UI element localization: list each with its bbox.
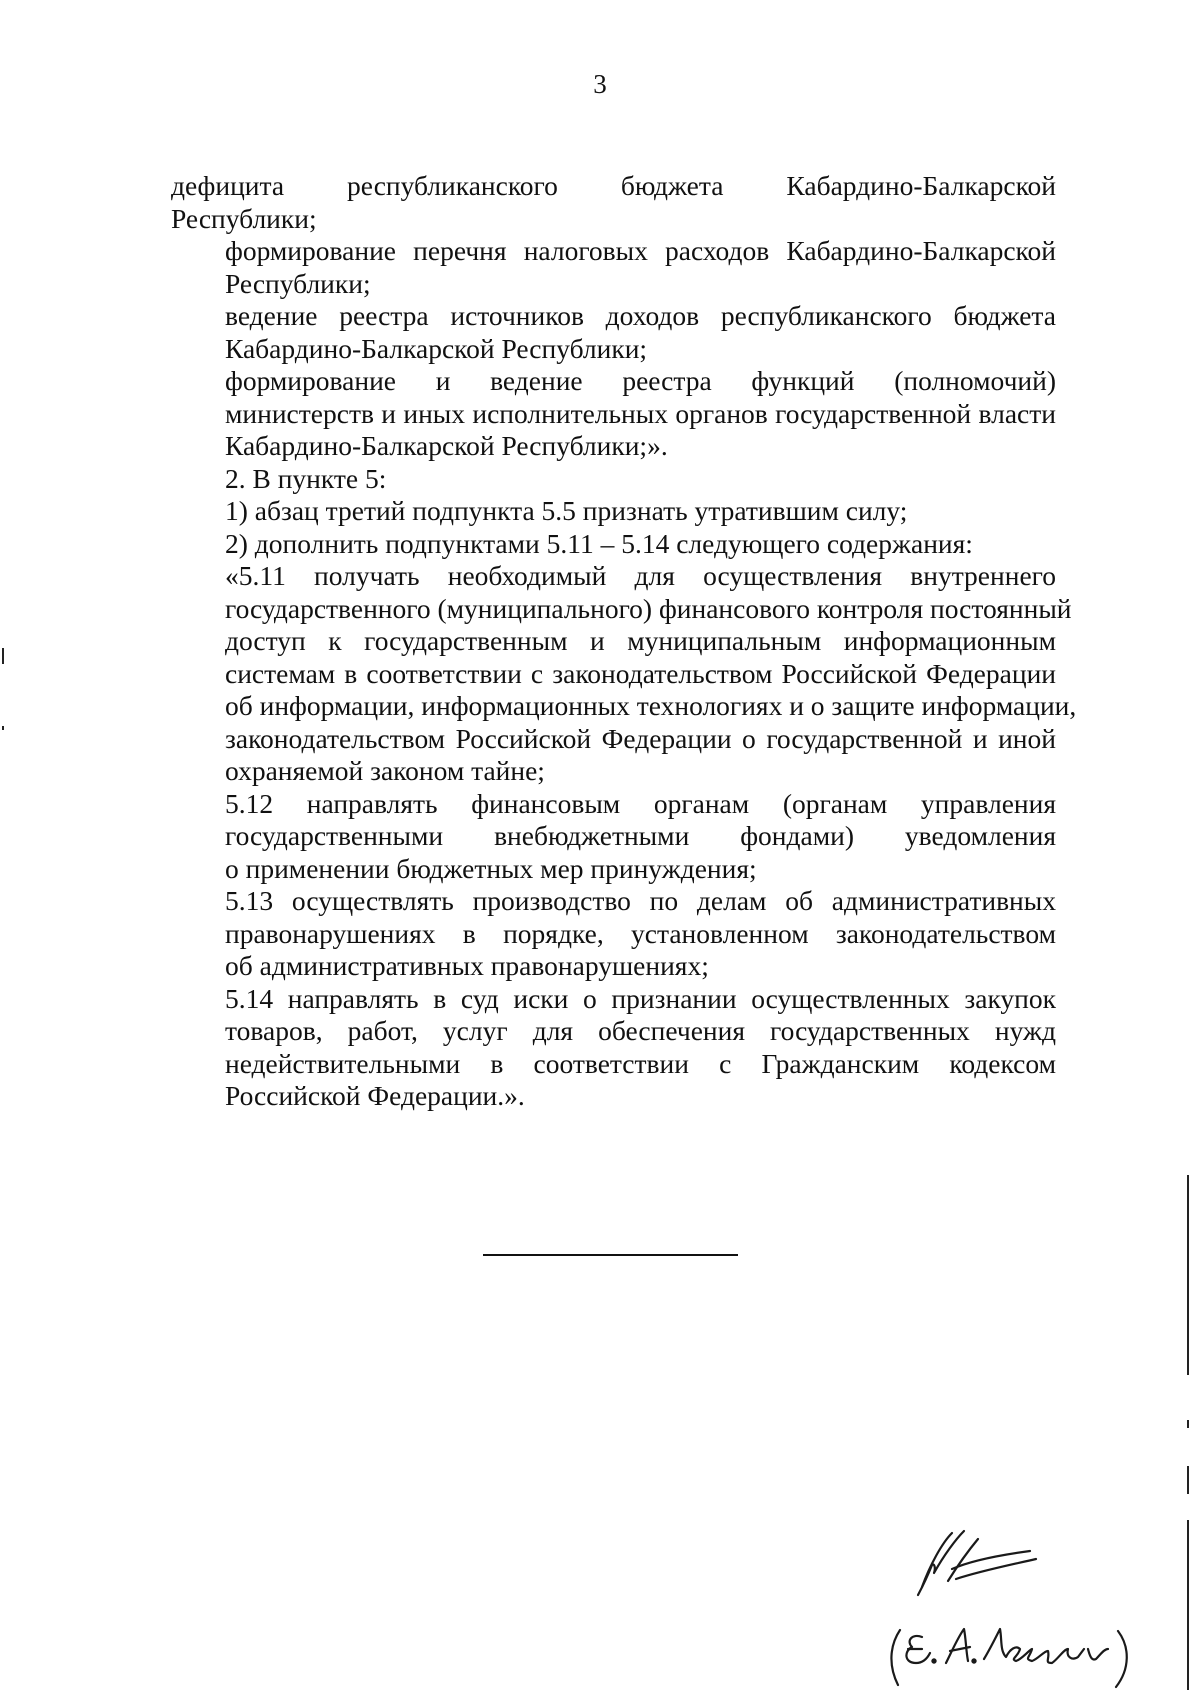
paragraph [171,495,1056,528]
text-line: 5.14 направлять в суд иски о признании осуществленных закупок [225,982,1056,1014]
text-line: государственными внебюджетными фондами) уведомления [225,820,1056,851]
text-line: Республики; [171,202,317,234]
handwritten-signature [860,1525,1150,1695]
text-line: Республики; [225,267,371,299]
text-line: «5.11 получать необходимый для осуществления внутреннего [225,560,1056,591]
text-line: министерств и иных исполнительных органов государственной власти [225,397,1056,429]
text-line: ведение реестра источников доходов республиканского бюджета [225,300,1056,331]
closing-rule [483,1254,738,1256]
paragraph [171,170,1056,235]
right-scan-mark-2 [1187,1420,1189,1428]
text-line: законодательством Российской Федерации о государственной и иной [225,722,1056,754]
text-line: системам в соответствии с законодательством Российской Федерации [225,657,1056,689]
text-line: товаров, работ, услуг для обеспечения государственных нужд [225,1015,1056,1046]
text-line: доступ к государственным и муниципальным информационным [225,625,1056,656]
paragraph [171,788,1056,886]
text-line: охраняемой законом тайне; [225,755,545,786]
text-line: дефицита республиканского бюджета Кабардино-Балкарской [171,170,1056,201]
text-line: формирование и ведение реестра функций (полномочий) [225,365,1056,396]
paragraph [171,885,1056,983]
text-line: об информации, информационных технологиях и о защите информации, [225,690,1077,721]
paragraph [171,560,1077,788]
text-line: недействительными в соответствии с Гражданским кодексом [225,1047,1056,1079]
text-line: об административных правонарушениях; [225,950,709,981]
text-line: Кабардино-Балкарской Республики; [225,332,648,364]
text-line: 2. В пункте 5: [225,462,387,494]
right-scan-mark-4 [1187,1520,1189,1690]
paragraph [171,365,1056,463]
text-line: 2) дополнить подпунктами 5.11 – 5.14 следующего содержания: [225,527,973,559]
text-line: о применении бюджетных мер принуждения; [225,852,757,884]
left-scan-mark [2,648,4,664]
right-scan-mark [1187,1175,1189,1375]
paragraph [171,528,1056,561]
text-line: формирование перечня налоговых расходов Кабардино-Балкарской [225,235,1056,266]
text-line: 5.13 осуществлять производство по делам об административных [225,885,1056,916]
text-line: Кабардино-Балкарской Республики;». [225,430,668,461]
text-line: 1) абзац третий подпункта 5.5 признать утратившим силу; [225,495,908,526]
text-line: 5.12 направлять финансовым органам (органам управления [225,787,1056,819]
right-scan-mark-3 [1187,1466,1189,1494]
page-number: 3 [593,69,607,99]
text-line: Российской Федерации.». [225,1080,525,1111]
text-line: правонарушениях в порядке, установленном законодательством [225,917,1056,949]
paragraph [171,300,1056,365]
paragraph [171,983,1056,1113]
paragraph [171,463,1056,496]
text-line: государственного (муниципального) финансового контроля постоянный [225,592,1072,624]
left-scan-dot [2,726,4,730]
paragraph [171,235,1056,300]
document-body [171,170,1077,1113]
